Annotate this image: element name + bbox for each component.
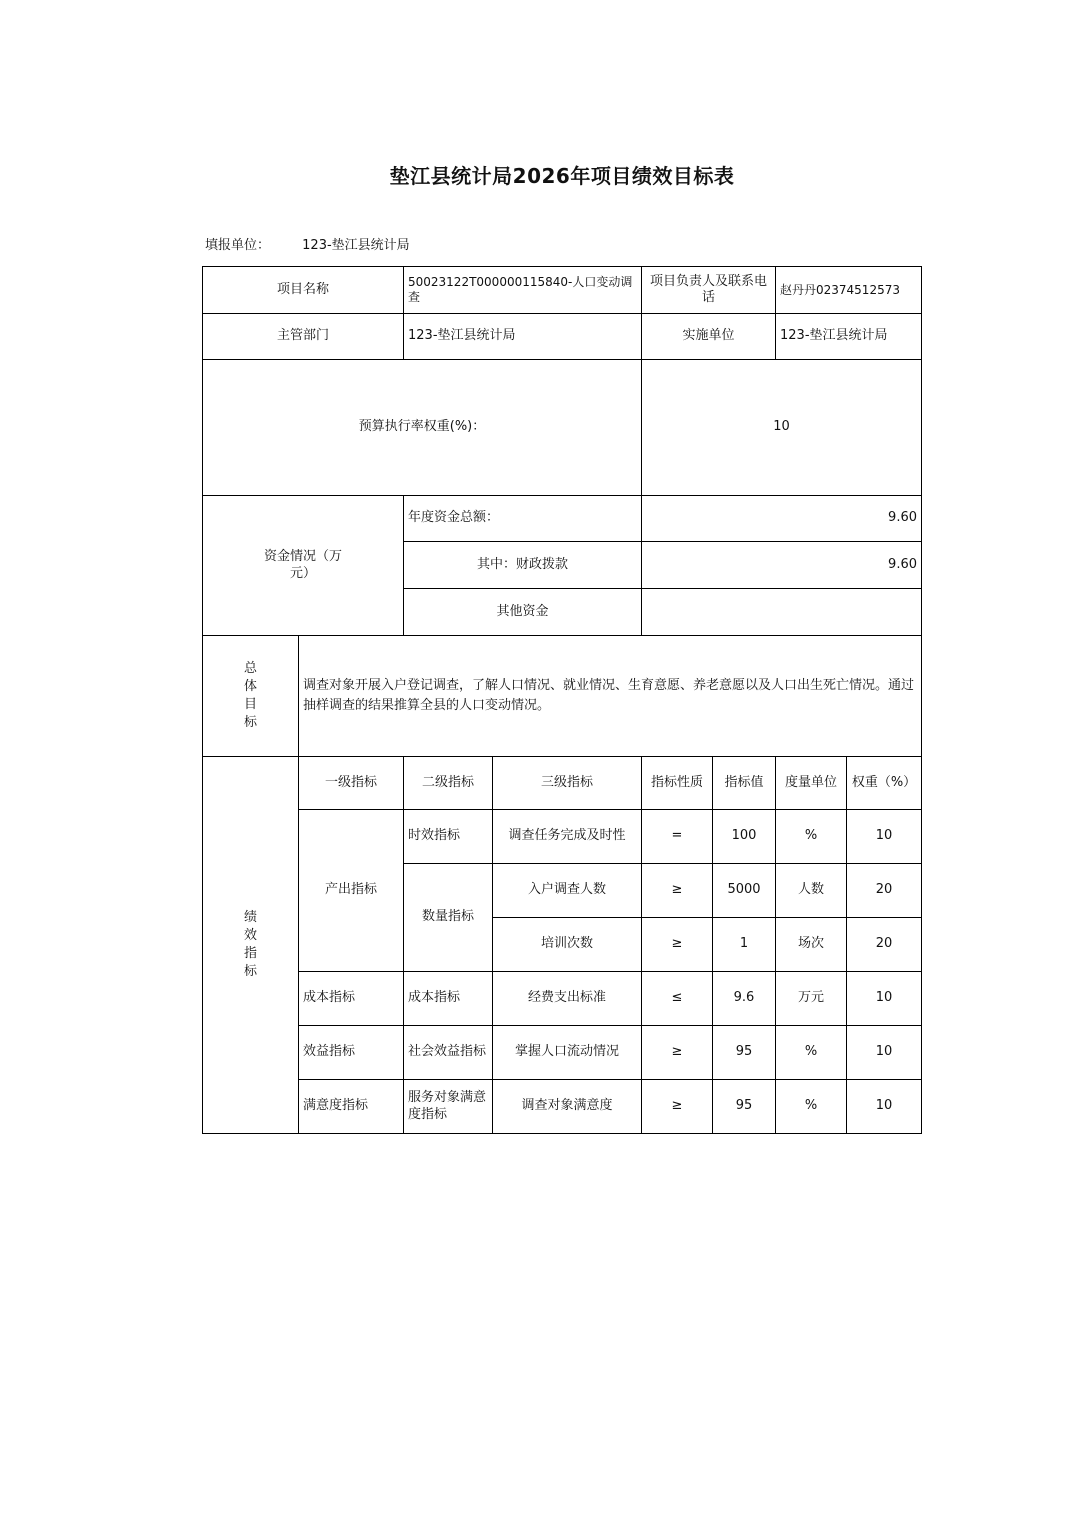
value-cell: 9.6 — [712, 971, 776, 1026]
unit-cell: % — [775, 1025, 847, 1080]
value-cell: 95 — [712, 1025, 776, 1080]
level3-cell: 经费支出标准 — [492, 971, 642, 1026]
weight-cell: 10 — [846, 1025, 922, 1080]
budget-weight-label: 预算执行率权重(%)： — [202, 359, 642, 496]
impl-unit-label: 实施单位 — [641, 313, 776, 360]
unit-cell: 万元 — [775, 971, 847, 1026]
project-manager-label: 项目负责人及联系电话 — [641, 266, 776, 314]
vertical-label-text: 绩效指标 — [244, 910, 258, 979]
budget-weight-value: 10 — [641, 359, 922, 496]
unit-cell: 人数 — [775, 863, 847, 918]
weight-cell: 10 — [846, 971, 922, 1026]
project-name-value: 50023122T000000115840-人口变动调查 — [403, 266, 642, 314]
level1-output: 产出指标 — [298, 809, 404, 972]
funds-total-value: 9.60 — [641, 495, 922, 542]
funds-fiscal-label: 其中：财政拨款 — [403, 541, 642, 589]
filing-unit-label: 填报单位： — [205, 238, 271, 253]
header-weight: 权重（%） — [846, 756, 922, 810]
level2-cost: 成本指标 — [403, 971, 493, 1026]
header-level1: 一级指标 — [298, 756, 404, 810]
project-name-label: 项目名称 — [202, 266, 404, 314]
funds-label: 资金情况（万元） — [202, 495, 404, 636]
weight-cell: 20 — [846, 917, 922, 972]
value-cell: 5000 — [712, 863, 776, 918]
filing-unit — [205, 234, 410, 253]
vertical-label-text: 总体目标 — [244, 661, 258, 730]
level2-timeliness: 时效指标 — [403, 809, 493, 864]
header-nature: 指标性质 — [641, 756, 713, 810]
level2-service: 服务对象满意度指标 — [403, 1079, 493, 1134]
value-cell: 95 — [712, 1079, 776, 1134]
nature-cell: ≤ — [641, 971, 713, 1026]
performance-table — [202, 266, 922, 1134]
level2-social: 社会效益指标 — [403, 1025, 493, 1080]
level1-satisfaction: 满意度指标 — [298, 1079, 404, 1134]
value-cell: 1 — [712, 917, 776, 972]
funds-fiscal-value: 9.60 — [641, 541, 922, 589]
weight-cell: 10 — [846, 1079, 922, 1134]
nature-cell: ≥ — [641, 1079, 713, 1134]
indicators-label — [202, 756, 299, 1134]
header-unit: 度量单位 — [775, 756, 847, 810]
page-title: 垫江县统计局2026年项目绩效目标表 — [389, 164, 735, 188]
funds-total-label: 年度资金总额： — [403, 495, 642, 542]
impl-unit-value: 123-垫江县统计局 — [775, 313, 922, 360]
level3-cell: 培训次数 — [492, 917, 642, 972]
header-level3: 三级指标 — [492, 756, 642, 810]
unit-cell: 场次 — [775, 917, 847, 972]
weight-cell: 10 — [846, 809, 922, 864]
level3-cell: 掌握人口流动情况 — [492, 1025, 642, 1080]
funds-other-value — [641, 588, 922, 636]
unit-cell: % — [775, 1079, 847, 1134]
nature-cell: ≥ — [641, 917, 713, 972]
level3-cell: 入户调查人数 — [492, 863, 642, 918]
project-manager-value: 赵丹丹02374512573 — [775, 266, 922, 314]
nature-cell: ≥ — [641, 1025, 713, 1080]
funds-other-label: 其他资金 — [403, 588, 642, 636]
unit-cell: % — [775, 809, 847, 864]
header-level2: 二级指标 — [403, 756, 493, 810]
header-value: 指标值 — [712, 756, 776, 810]
overall-goal-label — [202, 635, 299, 757]
nature-cell: ≥ — [641, 863, 713, 918]
level1-cost: 成本指标 — [298, 971, 404, 1026]
nature-cell: = — [641, 809, 713, 864]
weight-cell: 20 — [846, 863, 922, 918]
level2-quantity: 数量指标 — [403, 863, 493, 972]
filing-unit-value: 123-垫江县统计局 — [302, 238, 410, 253]
dept-value: 123-垫江县统计局 — [403, 313, 642, 360]
level1-benefit: 效益指标 — [298, 1025, 404, 1080]
overall-goal-text: 调查对象开展入户登记调查，了解人口情况、就业情况、生育意愿、养老意愿以及人口出生死亡情况。通过抽样调查的结果推算全县的人口变动情况。 — [298, 635, 922, 757]
level3-cell: 调查对象满意度 — [492, 1079, 642, 1134]
value-cell: 100 — [712, 809, 776, 864]
level3-cell: 调查任务完成及时性 — [492, 809, 642, 864]
dept-label: 主管部门 — [202, 313, 404, 360]
